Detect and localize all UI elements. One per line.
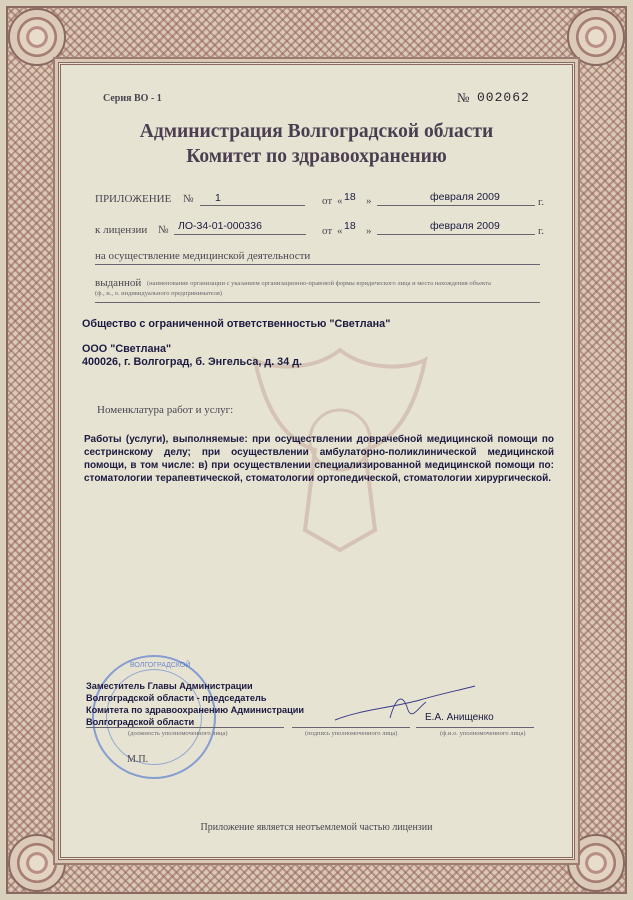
- license-from-label: от: [322, 225, 333, 237]
- caption-name: (ф.и.о. уполномоченного лица): [440, 730, 526, 737]
- appendix-label: ПРИЛОЖЕНИЕ: [95, 193, 172, 205]
- organization-full-name: Общество с ограниченной ответственностью "Светлана": [82, 318, 391, 330]
- number-sign: №: [457, 90, 470, 105]
- organization-short-name: ООО "Светлана": [82, 343, 172, 355]
- corner-rosette-icon: [567, 834, 625, 892]
- issued-hint-line2: (ф., и., о. индивидуального предпринимателя): [95, 290, 223, 297]
- signer-line: Волгоградской области - председатель: [86, 693, 267, 703]
- appendix-from-label: от: [322, 195, 333, 207]
- appendix-no-sign: №: [183, 193, 194, 205]
- caption-signature: (подпись уполномоченного лица): [305, 730, 398, 737]
- page-title: Администрация Волгоградской области: [139, 121, 494, 142]
- license-date: февраля 2009: [430, 220, 500, 232]
- license-number: ЛО-34-01-000336: [178, 220, 262, 232]
- issued-hint-line1: (наименование организации с указанием организационно-правовой формы юридического лица и места нахождения объекта: [147, 280, 491, 287]
- corner-rosette-icon: [8, 8, 66, 66]
- organization-address: 400026, г. Волгоград, б. Энгельса, д. 34 д.: [82, 356, 303, 368]
- appendix-number: 1: [215, 192, 221, 204]
- license-year-suffix: г.: [538, 225, 545, 237]
- issued-label: выданной: [95, 277, 142, 289]
- signer-line: Заместитель Главы Администрации: [86, 681, 253, 691]
- signer-position: [86, 680, 346, 728]
- nomenclature-label: Номенклатура работ и услуг:: [97, 404, 234, 416]
- caption-position: (должность уполномоченного лица): [128, 730, 228, 737]
- corner-rosette-icon: [567, 8, 625, 66]
- signer-line: Комитета по здравоохранению Администрации: [86, 705, 305, 715]
- license-appendix-document: Серия ВО - 1 № 002062 Администрация Волгоградской области Комитет по здравоохранению ПРИЛОЖЕНИЕ № 1 от « 18 » февраля 2009 г. к лицензии № ЛО-34-01-000336 от « 18 » февраля 2009 г. на осуществление медицинской деятельности выданной (наименование организации с указанием организационно-правовой формы юридического лица и места нахождения объекта (ф., и., о. индивидуального предпринимателя) Общество с ограниченной ответственностью "Светлана" ООО "Светлана" 400026, г. Волгоград, б. Энгельса, д. 34 д. Номенклатура работ и услуг: Работы (услуги), выполняемые: при осуществлении доврачебной медицинской помощи по сестринскому делу; при осуществлении амбулаторно-поликлинической медицинской помощи, в том числе: в) при осуществлении специализированной медицинской помощи по: стоматологии терапевтической, стоматологии ортопедической, стоматологии хирургической. ВОЛГОГРАДСКОЙ Заместитель Главы Администрации Волгоградской области - председатель Комитета по здравоохранению Администрации Волгоградской области (должность уполномоченного лица) (подпись уполномоченного лица) Е.А. Анищенко (ф.и.о. уполномоченного лица) М.П. Приложение является неотъемлемой частью лицензии: [0, 0, 633, 900]
- license-label: к лицензии: [95, 224, 148, 236]
- series-label: Серия ВО - 1: [103, 93, 162, 104]
- license-day: 18: [344, 220, 356, 232]
- activity-text: на осуществление медицинской деятельности: [95, 250, 311, 262]
- works-description: Работы (услуги), выполняемые: при осуществлении доврачебной медицинской помощи по сестринскому делу; при осуществлении амбулаторно-поликлинической медицинской помощи, в том числе: в) при осуществлении специализированной медицинской помощи по: стоматологии терапевтической, стоматологии ортопедической, стоматологии хирургической.: [84, 434, 554, 484]
- stamp-text: ВОЛГОГРАДСКОЙ: [130, 662, 191, 669]
- signer-line: Волгоградской области: [86, 717, 195, 727]
- page-subtitle: Комитет по здравоохранению: [186, 146, 447, 167]
- appendix-year-suffix: г.: [538, 196, 545, 208]
- document-number: 002062: [477, 90, 530, 105]
- license-no-sign: №: [158, 224, 169, 236]
- stamp-place-label: М.П.: [127, 754, 149, 765]
- footer-note: Приложение является неотъемлемой частью лицензии: [200, 822, 433, 833]
- signer-name: Е.А. Анищенко: [425, 712, 494, 723]
- appendix-date: февраля 2009: [430, 191, 500, 203]
- appendix-day: 18: [344, 191, 356, 203]
